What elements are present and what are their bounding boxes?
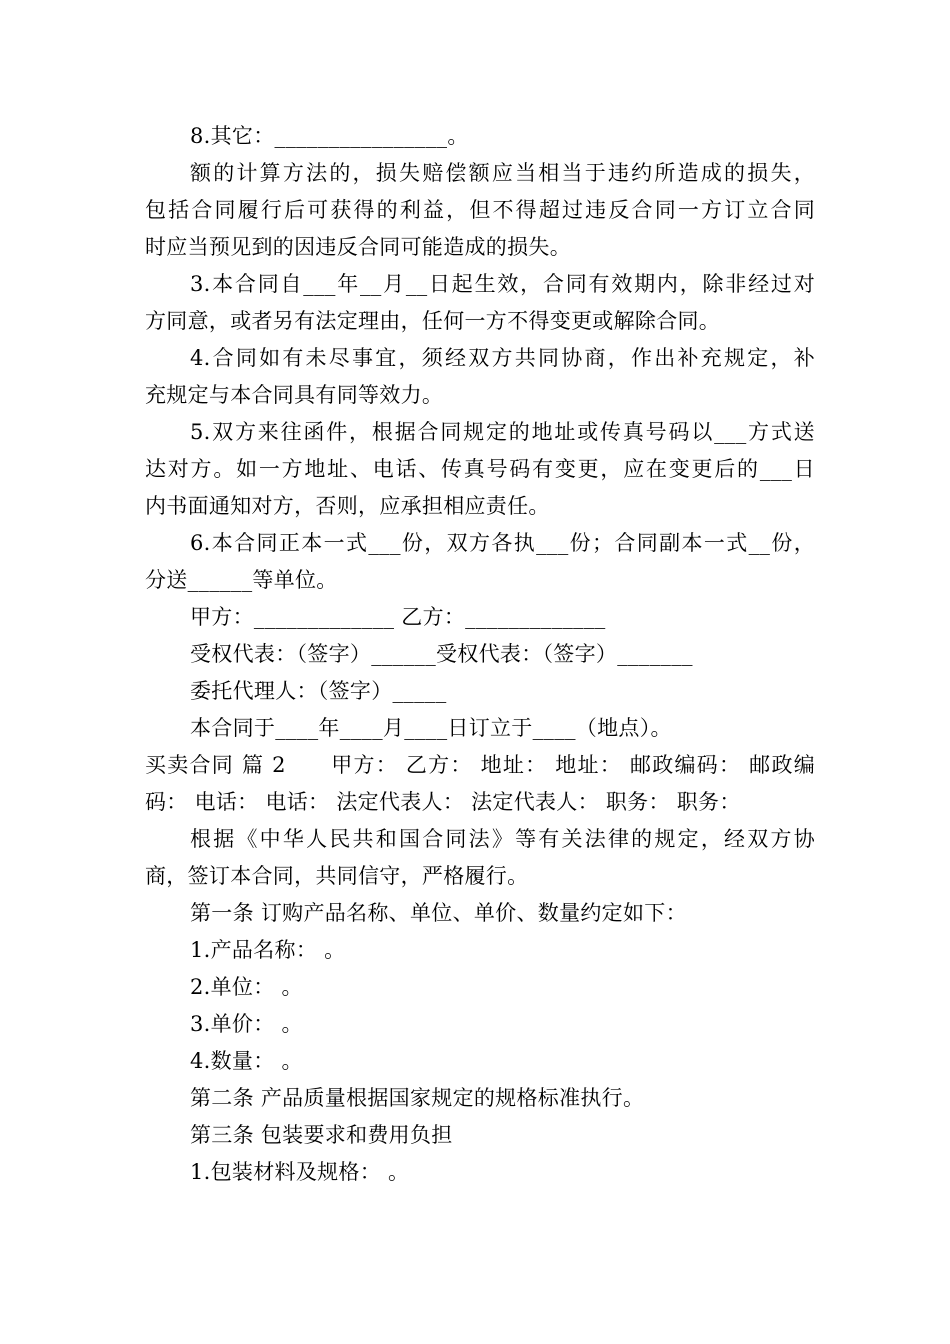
clause-correspondence: 5.双方来往函件，根据合同规定的地址或传真号码以___方式送	[190, 420, 815, 444]
signing-date-line: 本合同于____年____月____日订立于____（地点）。	[190, 716, 672, 740]
list-item-unit-price: 3.单价： 。	[190, 1012, 303, 1036]
clause-effective-date: 3.本合同自___年__月__日起生效，合同有效期内，除非经过对	[190, 272, 815, 296]
clause-supplement: 4.合同如有未尽事宜，须经双方共同协商，作出补充规定，补	[190, 346, 815, 370]
party-info-line: 码： 电话： 电话： 法定代表人： 法定代表人： 职务： 职务：	[145, 790, 741, 814]
article-three-heading: 第三条 包装要求和费用负担	[190, 1123, 453, 1147]
article-one-heading: 第一条 订购产品名称、单位、单价、数量约定如下：	[190, 901, 687, 925]
representative-signature-line: 受权代表：（签字）______受权代表：（签字）_______	[190, 642, 693, 666]
party-signature-line: 甲方：_____________ 乙方：_____________	[190, 605, 606, 629]
paragraph-line: 商，签订本合同，共同信守，严格履行。	[145, 864, 529, 888]
paragraph-line: 时应当预见到的因违反合同可能造成的损失。	[145, 235, 571, 259]
preamble-line: 根据《中华人民共和国合同法》等有关法律的规定，经双方协	[190, 827, 815, 851]
list-item-product-name: 1.产品名称： 。	[190, 938, 346, 962]
paragraph-line: 额的计算方法的，损失赔偿额应当相当于违约所造成的损失，	[190, 161, 815, 185]
paragraph-line: 分送______等单位。	[145, 568, 338, 592]
list-item-quantity: 4.数量： 。	[190, 1049, 303, 1073]
list-item-unit: 2.单位： 。	[190, 975, 303, 999]
paragraph-line: 充规定与本合同具有同等效力。	[145, 383, 444, 407]
agent-signature-line: 委托代理人：（签字）_____	[190, 679, 447, 703]
paragraph-line: 达对方。如一方地址、电话、传真号码有变更，应在变更后的___日	[145, 457, 815, 481]
paragraph-line: 包括合同履行后可获得的利益，但不得超过违反合同一方订立合同	[145, 198, 815, 222]
paragraph-line: 方同意，或者另有法定理由，任何一方不得变更或解除合同。	[145, 309, 721, 333]
paragraph-line: 内书面通知对方，否则，应承担相应责任。	[145, 494, 550, 518]
list-item-packaging: 1.包装材料及规格： 。	[190, 1160, 410, 1184]
clause-other: 8.其它：________________。	[190, 124, 469, 148]
clause-copies: 6.本合同正本一式___份，双方各执___份；合同副本一式__份，	[190, 531, 815, 555]
section-heading-contract-2: 买卖合同 篇 2 甲方： 乙方： 地址： 地址： 邮政编码： 邮政编	[145, 753, 815, 777]
article-two-heading: 第二条 产品质量根据国家规定的规格标准执行。	[190, 1086, 645, 1110]
